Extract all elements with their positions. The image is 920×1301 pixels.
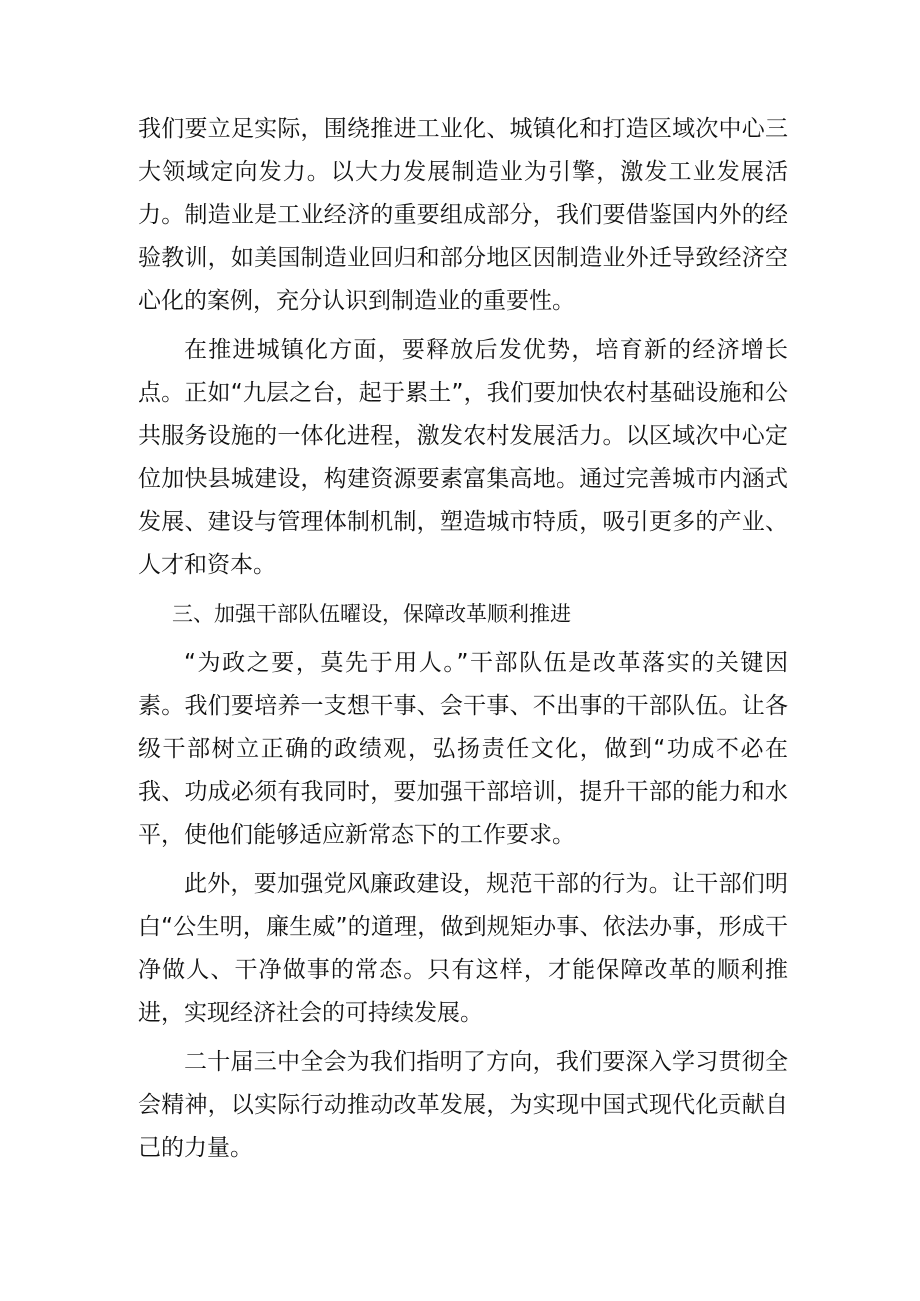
paragraph-integrity: 此外，要加强党风廉政建设，规范干部的行为。让干部们明白“公生明，廉生威”的道理，做到规矩办事、依法办事，形成干净做人、干净做事的常态。只有这样，才能保障改革的顺利推进，实现经济社会的可持续发展。: [138, 871, 788, 1026]
paragraph-conclusion: 二十届三中全会为我们指明了方向，我们要深入学习贯彻全会精神，以实际行动推动改革发展，为实现中国式现代化贡献自己的力量。: [138, 1049, 788, 1161]
paragraph-cadre-team: “为政之要，莫先于用人。”干部队伍是改革落实的关键因素。我们要培养一支想干事、会干事、不出事的干部队伍。让各级干部树立正确的政绩观，弘扬责任文化，做到“功成不必在我、功成必须有我同时，要加强干部培训，提升干部的能力和水平，使他们能够适应新常态下的工作要求。: [138, 650, 788, 848]
paragraph-urbanization: 在推进城镇化方面，要释放后发优势，培育新的经济增长点。正如“九层之台，起于累土”，我们要加快农村基础设施和公共服务设施的一体化进程，激发农村发展活力。以区域次中心定位加快县城建设，构建资源要素富集高地。通过完善城市内涵式发展、建设与管理体制机制，塑造城市特质，吸引更多的产业、人才和资本。: [138, 337, 788, 578]
paragraph-industrialization: 我们要立足实际，围绕推进工业化、城镇化和打造区域次中心三大领域定向发力。以大力发展制造业为引擎，激发工业发展活力。制造业是工业经济的重要组成部分，我们要借鉴国内外的经验教训，如美国制造业回归和部分地区因制造业外迁导致经济空心化的案例，充分认识到制造业的重要性。: [138, 116, 788, 314]
document-body: [138, 108, 788, 1176]
section-heading-cadre: 三、加强干部队伍曜设，保障改革顺利推进: [172, 602, 571, 626]
